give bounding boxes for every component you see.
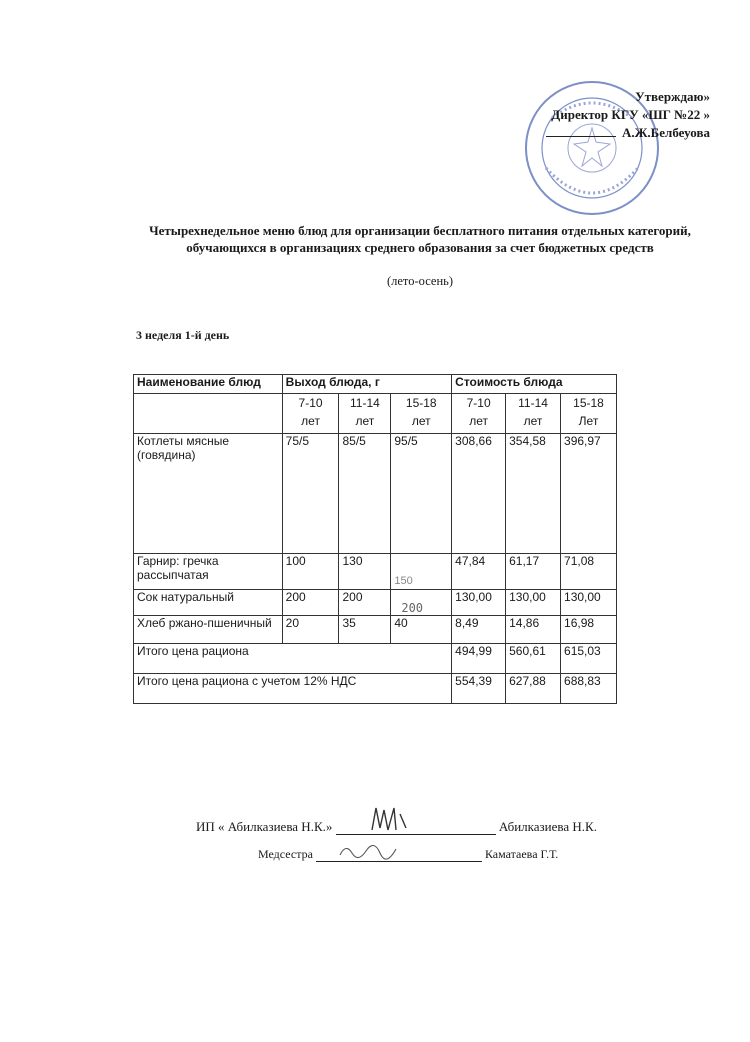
ip-name: Абилказиева Н.К. xyxy=(498,819,597,834)
total-cost: 494,99 xyxy=(452,644,506,674)
age-cell: 15-18 лет xyxy=(391,394,452,434)
age-cell: 11-14 лет xyxy=(506,394,561,434)
yield-cell: 95/5 xyxy=(391,434,452,554)
cost-cell: 16,98 xyxy=(561,616,617,644)
total-vat-label: Итого цена рациона с учетом 12% НДС xyxy=(134,674,452,704)
yield-cell: 20 xyxy=(282,616,339,644)
approval-block xyxy=(546,88,710,142)
yield-cell: 75/5 xyxy=(282,434,339,554)
nurse-label: Медсестра xyxy=(258,847,313,861)
total-row xyxy=(134,644,617,674)
dish-name: Гарнир: гречка рассыпчатая xyxy=(134,554,283,590)
table-row xyxy=(134,434,617,554)
nurse-signature-line xyxy=(258,845,558,862)
header-yield: Выход блюда, г xyxy=(282,375,452,394)
total-cost: 615,03 xyxy=(561,644,617,674)
age-cell: 7-10 лет xyxy=(282,394,339,434)
yield-cell: 130 xyxy=(339,554,391,590)
cost-cell: 61,17 xyxy=(506,554,561,590)
table-row xyxy=(134,554,617,590)
yield-cell: 150 xyxy=(391,554,452,590)
table-header-row xyxy=(134,375,617,394)
yield-cell: 200 xyxy=(391,590,452,616)
yield-cell: 35 xyxy=(339,616,391,644)
header-dish-name: Наименование блюд xyxy=(134,375,283,394)
cost-cell: 130,00 xyxy=(561,590,617,616)
approval-name: А.Ж.Белбеуова xyxy=(621,125,710,140)
age-empty-cell xyxy=(134,394,283,434)
cost-cell: 47,84 xyxy=(452,554,506,590)
total-vat-cost: 688,83 xyxy=(561,674,617,704)
cost-cell: 308,66 xyxy=(452,434,506,554)
cost-cell: 396,97 xyxy=(561,434,617,554)
yield-cell: 100 xyxy=(282,554,339,590)
cost-cell: 354,58 xyxy=(506,434,561,554)
table-row xyxy=(134,590,617,616)
age-cell: 15-18 Лет xyxy=(561,394,617,434)
dish-name: Сок натуральный xyxy=(134,590,283,616)
yield-cell: 85/5 xyxy=(339,434,391,554)
cost-cell: 14,86 xyxy=(506,616,561,644)
handwritten-signature-icon xyxy=(336,841,406,861)
dish-name: Хлеб ржано-пшеничный xyxy=(134,616,283,644)
dish-name: Котлеты мясные (говядина) xyxy=(134,434,283,554)
total-label: Итого цена рациона xyxy=(134,644,452,674)
yield-cell: 40 xyxy=(391,616,452,644)
total-cost: 560,61 xyxy=(506,644,561,674)
yield-cell: 200 xyxy=(339,590,391,616)
day-label: 3 неделя 1-й день xyxy=(136,328,230,342)
total-vat-cost: 627,88 xyxy=(506,674,561,704)
signature-line xyxy=(316,845,482,862)
cost-cell: 8,49 xyxy=(452,616,506,644)
total-vat-row xyxy=(134,674,617,704)
menu-table xyxy=(133,374,617,704)
cost-cell: 130,00 xyxy=(452,590,506,616)
cost-cell: 130,00 xyxy=(506,590,561,616)
nurse-name: Каматаева Г.Т. xyxy=(484,847,559,861)
handwritten-signature-icon xyxy=(366,804,426,834)
signature-line xyxy=(546,136,616,137)
approval-signature xyxy=(546,124,710,142)
signature-line xyxy=(336,816,496,835)
approval-line1: Утверждаю» xyxy=(635,89,710,104)
yield-cell: 200 xyxy=(282,590,339,616)
total-vat-cost: 554,39 xyxy=(452,674,506,704)
page-subtitle: (лето-осень) xyxy=(386,274,454,288)
cost-cell: 71,08 xyxy=(561,554,617,590)
header-cost: Стоимость блюда xyxy=(452,375,617,394)
approval-line2: Директор КГУ «ШГ №22 » xyxy=(551,107,710,122)
table-age-row xyxy=(134,394,617,434)
table-row xyxy=(134,616,617,644)
ip-label: ИП « Абилказиева Н.К.» xyxy=(196,819,333,834)
ip-signature-line xyxy=(196,816,597,835)
page-title: Четырехнедельное меню блюд для организации бесплатного питания отдельных категорий, обучающихся в организациях среднего образования за счет бюджетных средств xyxy=(149,223,691,255)
age-cell: 11-14 лет xyxy=(339,394,391,434)
age-cell: 7-10 лет xyxy=(452,394,506,434)
